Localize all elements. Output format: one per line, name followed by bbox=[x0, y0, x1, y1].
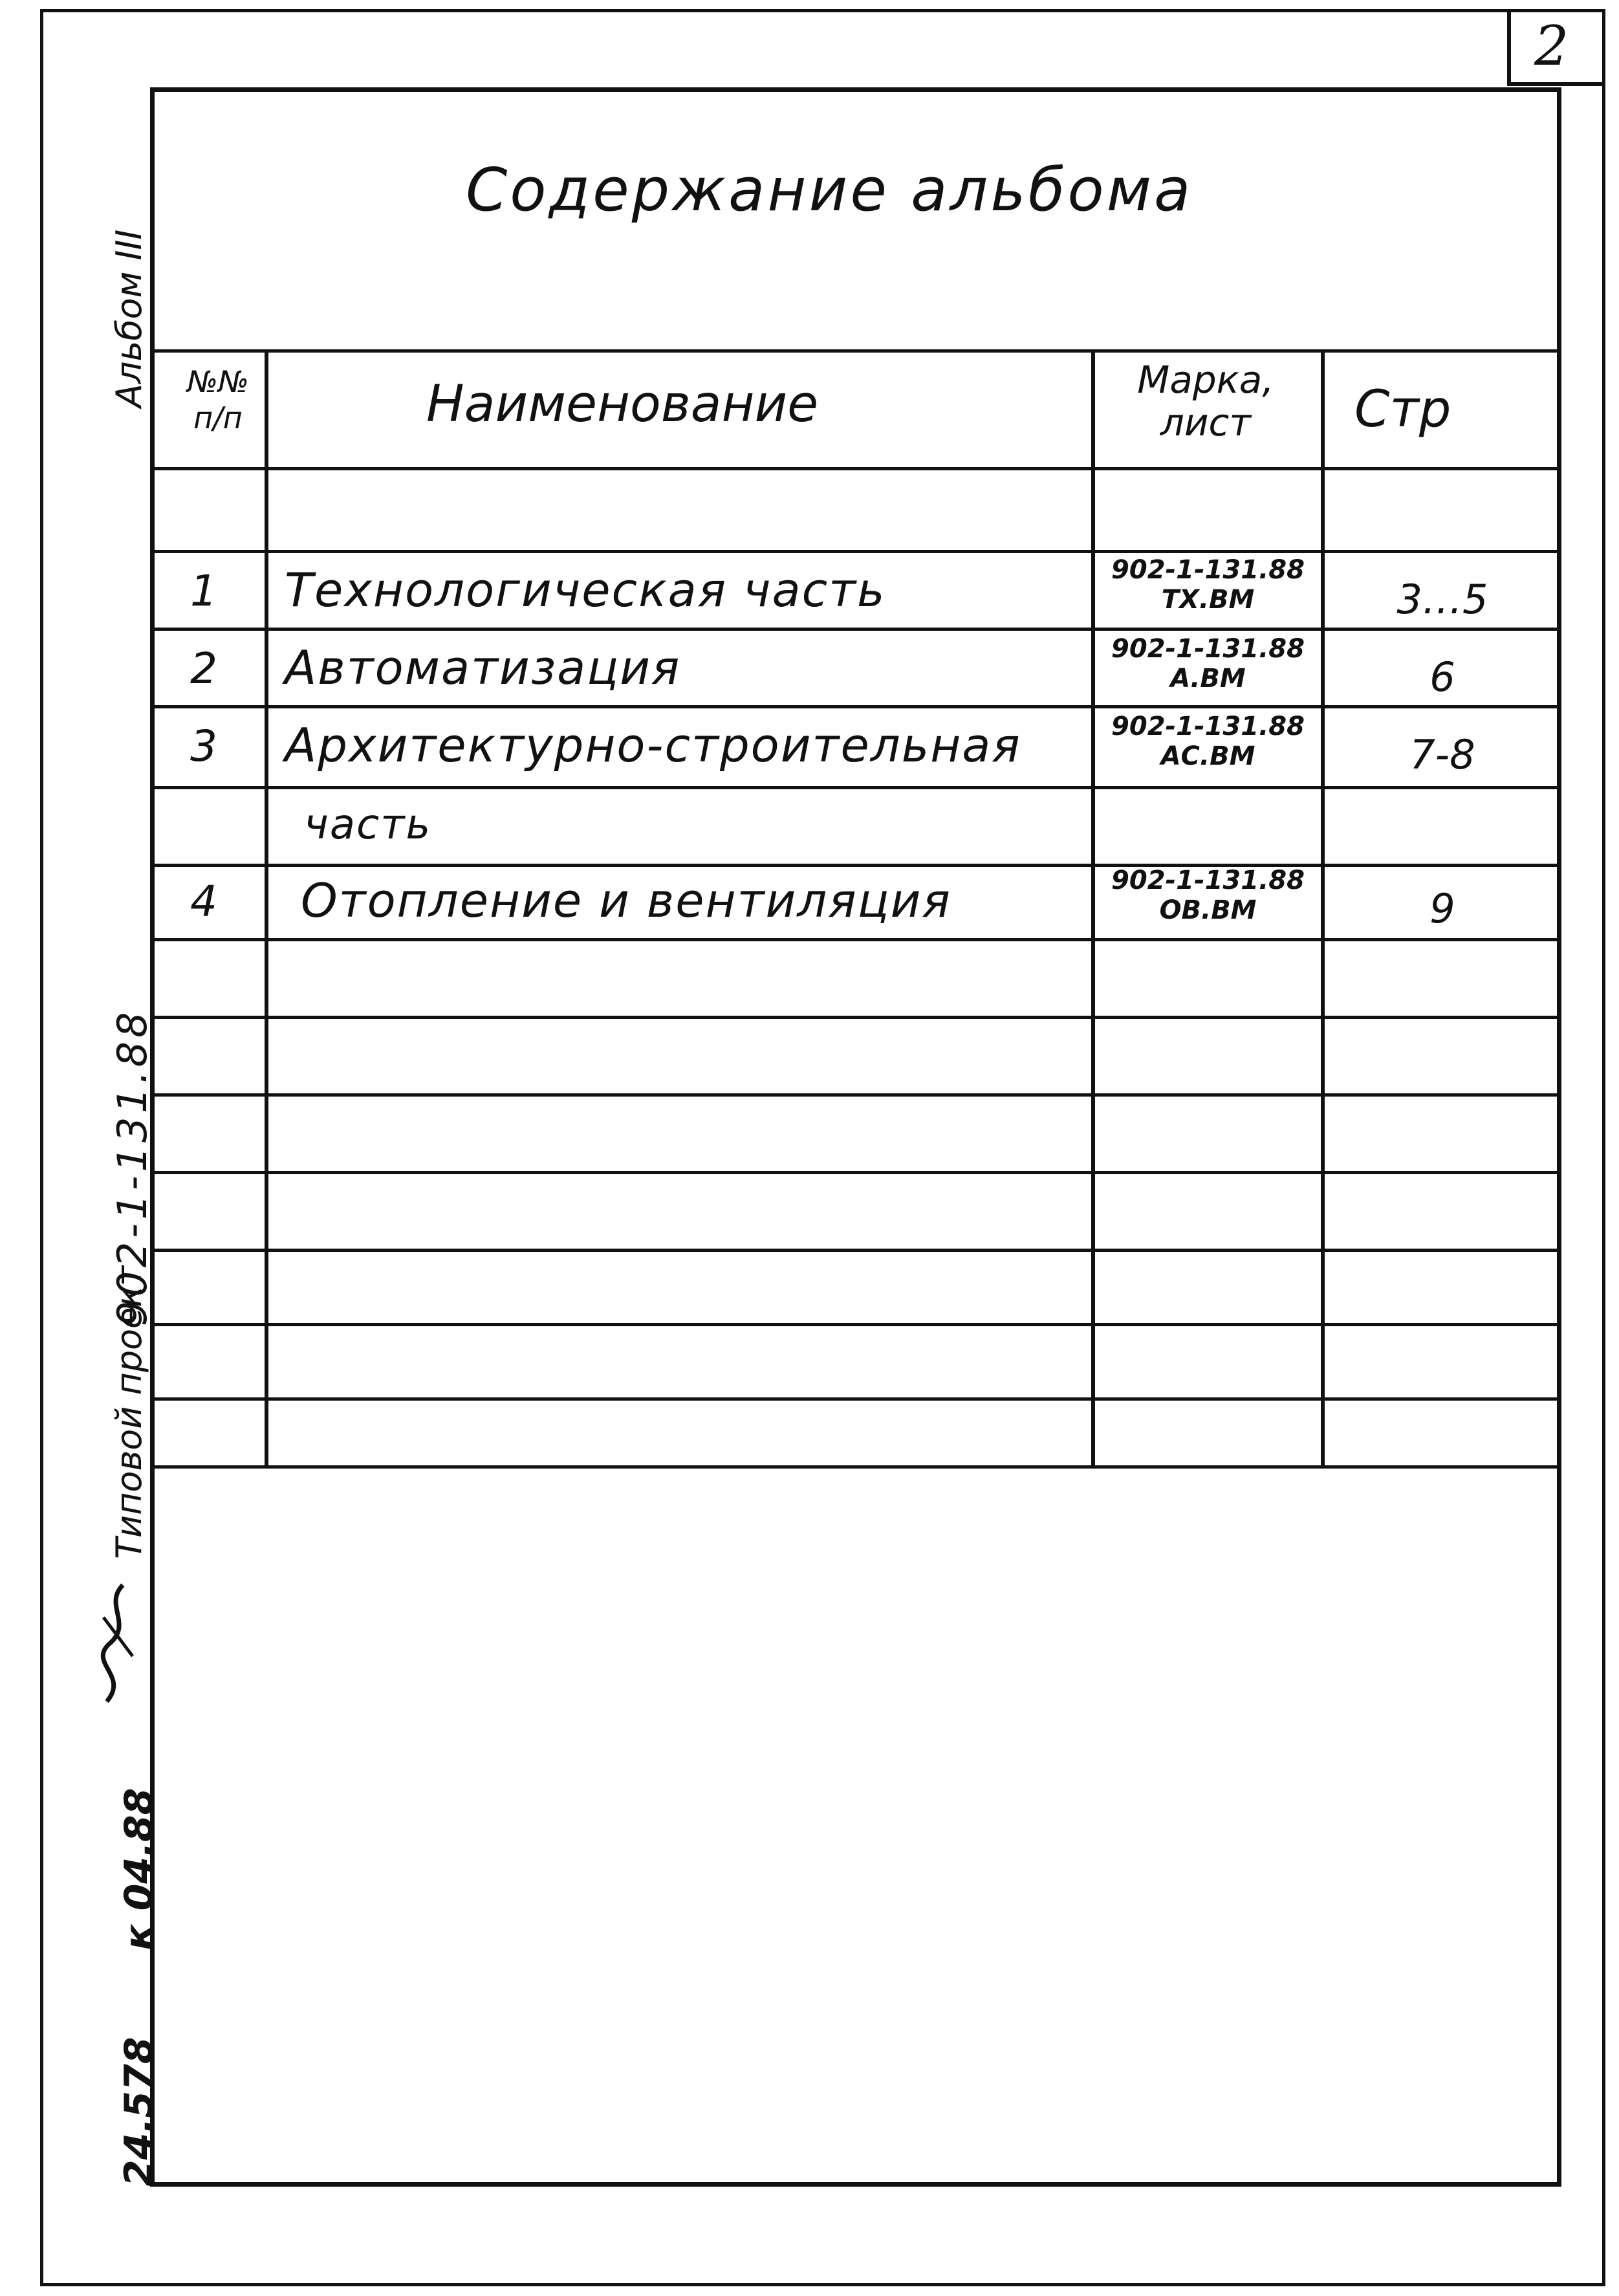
row-4-number: 4 bbox=[190, 877, 217, 926]
table-line bbox=[155, 550, 1557, 553]
table-line bbox=[155, 628, 1557, 631]
inventory-number: 24.578 bbox=[116, 2037, 162, 2187]
header-number-line2: п/п bbox=[193, 400, 243, 435]
table-line bbox=[155, 467, 1557, 470]
table-line bbox=[155, 1397, 1557, 1401]
row-3-mark-code: 902-1-131.88 bbox=[1111, 712, 1305, 741]
approval-date: к 04.88 bbox=[116, 1788, 162, 1951]
row-4-mark-code: 902-1-131.88 bbox=[1111, 866, 1305, 895]
row-2-mark bbox=[1096, 634, 1320, 694]
header-mark-line2: лист bbox=[1160, 400, 1252, 444]
row-2-page: 6 bbox=[1429, 653, 1455, 701]
row-1-name: Технологическая часть bbox=[285, 563, 886, 617]
table-column-line bbox=[265, 349, 268, 1469]
table-line bbox=[155, 864, 1557, 867]
table-column-line bbox=[1321, 349, 1325, 1469]
row-2-mark-code: 902-1-131.88 bbox=[1111, 634, 1305, 664]
header-mark bbox=[1096, 358, 1316, 444]
row-2-name: Автоматизация bbox=[285, 640, 681, 695]
row-1-number: 1 bbox=[190, 566, 217, 616]
row-1-mark-sheet: ТХ.ВМ bbox=[1161, 585, 1255, 615]
table-line bbox=[155, 1016, 1557, 1019]
row-4-mark-sheet: ОВ.ВМ bbox=[1159, 895, 1257, 925]
project-label: Типовой проект bbox=[109, 1265, 149, 1559]
row-3-mark-sheet: АС.ВМ bbox=[1160, 741, 1255, 771]
table-line bbox=[155, 1093, 1557, 1097]
header-number-line1: №№ bbox=[187, 364, 249, 399]
row-1-mark-code: 902-1-131.88 bbox=[1111, 555, 1305, 585]
row-3-mark bbox=[1096, 712, 1320, 771]
row-3-name: Архитектурно-строительная bbox=[285, 718, 1021, 772]
table-line bbox=[155, 1323, 1557, 1326]
page-number: 2 bbox=[1534, 14, 1569, 78]
header-mark-line1: Марка, bbox=[1137, 358, 1274, 402]
table-line bbox=[155, 705, 1557, 708]
document-title: Содержание альбома bbox=[466, 155, 1193, 224]
row-4-name: Отопление и вентиляция bbox=[301, 873, 951, 928]
row-4-mark bbox=[1096, 866, 1320, 925]
header-number bbox=[166, 364, 270, 436]
table-line bbox=[155, 1465, 1557, 1469]
row-4-page: 9 bbox=[1429, 885, 1455, 932]
row-3-name-continued: часть bbox=[304, 801, 432, 849]
row-2-mark-sheet: А.ВМ bbox=[1170, 664, 1246, 694]
table-line bbox=[155, 938, 1557, 941]
table-line bbox=[155, 349, 1557, 353]
row-1-page: 3…5 bbox=[1396, 576, 1488, 623]
signature-mark bbox=[97, 1579, 138, 1708]
album-label: Альбом III bbox=[109, 229, 149, 408]
table-line bbox=[155, 1249, 1557, 1252]
project-code: 902-1-131.88 bbox=[109, 1008, 156, 1326]
row-2-number: 2 bbox=[190, 644, 217, 694]
row-3-page: 7-8 bbox=[1409, 731, 1475, 778]
table-line bbox=[155, 786, 1557, 789]
header-page: Стр bbox=[1354, 380, 1451, 439]
row-1-mark bbox=[1096, 555, 1320, 615]
table-line bbox=[155, 1171, 1557, 1174]
row-3-number: 3 bbox=[190, 721, 217, 771]
header-name: Наименование bbox=[426, 375, 819, 433]
table-column-line bbox=[1091, 349, 1095, 1469]
